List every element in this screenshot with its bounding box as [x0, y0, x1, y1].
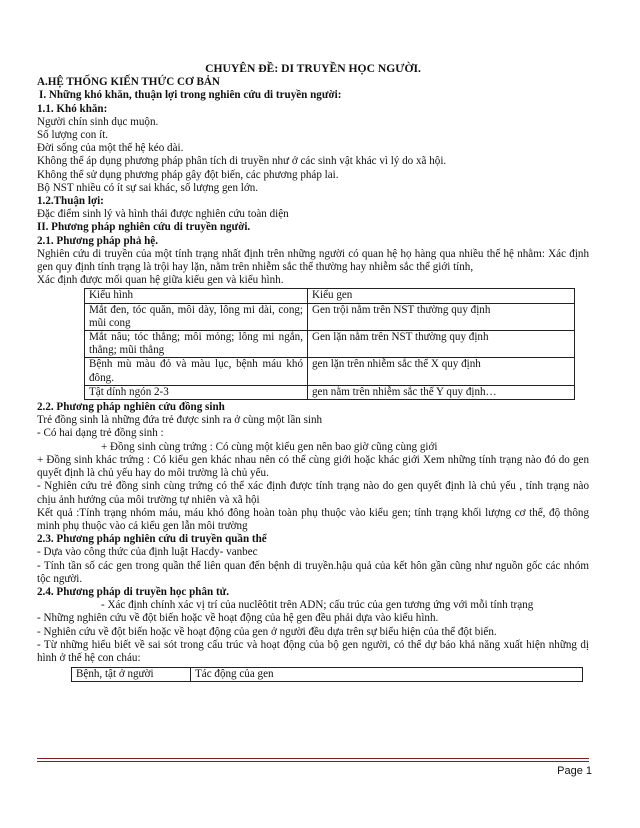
footer-rule [37, 758, 589, 759]
s23-line: - Dựa vào công thức của định luật Hacdy- vanbec [37, 546, 258, 559]
table-header-row [85, 289, 575, 303]
table-cell: Mắt nâu; tóc thẳng; môi mỏng; lông mi ngắn, thẳng; mũi thẳng [85, 331, 308, 358]
s11-line: Không thể sử dụng phương pháp gây đột biến, các phương pháp lai. [37, 168, 339, 181]
table-header-cell: Tác động của gen [191, 668, 583, 682]
s11-line: Người chín sinh dục muộn. [37, 115, 159, 128]
table-cell: gen nằm trên nhiễm sắc thể Y quy định… [308, 385, 575, 399]
s22-line: Trẻ đồng sinh là những đứa trẻ được sinh ra ở cùng một lần sinh [37, 414, 323, 427]
s23-line: - Tính tần số các gen trong quần thể liên quan đến bệnh di truyền.hậu quả của kết hôn gần cũng như nguồn gốc các nhóm tộc người. [37, 559, 589, 585]
s24-heading: 2.4. Phương pháp di truyền học phân tử. [37, 585, 230, 598]
table-row [85, 331, 575, 358]
table-cell: Bệnh mù màu đỏ và màu lục, bệnh máu khó đông. [85, 358, 308, 385]
s23-heading: 2.3. Phương pháp nghiên cứu di truyền quần thể [37, 533, 267, 546]
document-page [37, 62, 589, 682]
table-row [85, 385, 575, 399]
s11-heading: 1.1. Khó khăn: [37, 102, 108, 115]
s11-line: Đời sống của một thế hệ kéo dài. [37, 142, 184, 155]
table-header-cell: Kiểu hình [85, 289, 308, 303]
s22-heading: 2.2. Phương pháp nghiên cứu đồng sinh [37, 401, 225, 414]
section-a-heading: A.HỆ THỐNG KIẾN THỨC CƠ BẢN [37, 76, 220, 89]
s21-heading: 2.1. Phương pháp phả hệ. [37, 234, 159, 247]
table-cell: gen lặn trên nhiễm sắc thể X quy định [308, 358, 575, 385]
table-header-row [72, 668, 583, 682]
table-cell: Tật dính ngón 2-3 [85, 385, 308, 399]
s22-line: + Đồng sinh khác trứng : Có kiểu gen khác nhau nên có thể cùng giới hoặc khác giới Xem những tính trạng nào đó do gen quyết định là chủ yếu hay do môi trường là chủ yếu. [37, 453, 589, 480]
s12-line: Đặc điểm sinh lý và hình thái được nghiên cứu toàn diện [37, 208, 289, 221]
s22-line: Kết quả :Tính trạng nhóm máu, máu khó đông hoàn toàn phụ thuộc vào kiểu gen; tính trạng khối lượng cơ thể, độ thông minh phụ thuộc vào cả kiểu gen lẫn môi trường [37, 506, 589, 532]
table-cell: Mắt đen, tóc quăn, môi dày, lông mi dài, cong; mũi cong [85, 303, 308, 330]
s24-line: - Xác định chính xác vị trí của nuclêôtit trên ADN; cấu trúc của gen tương ứng với mỗi tính trạng [101, 599, 534, 612]
s21-paragraph: Xác định được mối quan hệ giữa kiểu gen và kiểu hình. [37, 274, 284, 287]
table-cell: Gen lặn nằm trên NST thường quy định [308, 331, 575, 358]
footer-rule-thin [37, 761, 589, 762]
s24-line: - Nghiên cứu về đột biến hoặc về hoạt động của gen ở người đều dựa trên sự biểu hiện của thể đột biến. [37, 625, 497, 638]
phenotype-genotype-table [84, 288, 575, 400]
s11-line: Số lượng con ít. [37, 129, 109, 142]
section-ii-heading: II. Phương pháp nghiên cứu di truyền người. [37, 221, 251, 234]
disease-gene-table [71, 667, 583, 682]
s24-line: - Những nghiên cứu về đột biến hoặc về hoạt động của hệ gen đều phải dựa vào kiểu hình. [37, 612, 439, 625]
s21-paragraph: Nghiên cứu di truyền của một tính trạng nhất định trên những người có quan hệ họ hàng qua nhiều thế hệ nhằm: Xác định gen quy định tính trạng là trội hay lặn, nằm trên nhiễm sắc thể thường hay nhiễm sắc thể giới tính, [37, 247, 589, 274]
s11-line: Bộ NST nhiều có ít sự sai khác, số lượng gen lớn. [37, 181, 259, 194]
table-row [85, 358, 575, 385]
table-header-cell: Kiểu gen [308, 289, 575, 303]
s12-heading: 1.2.Thuận lợi: [37, 195, 104, 208]
table-cell: Gen trội nằm trên NST thường quy định [308, 303, 575, 330]
table-header-cell: Bệnh, tật ở người [72, 668, 191, 682]
s24-line: - Từ những hiểu biết về sai sót trong cấu trúc và hoạt động của bộ gen người, có thể dự báo khả năng xuất hiện những dị hình ở thế hệ con cháu: [37, 638, 589, 664]
s22-line: - Có hai dạng trẻ đồng sinh : [37, 427, 164, 440]
s22-line: + Đồng sinh cùng trứng : Có cùng một kiểu gen nên bao giờ cũng cùng giới [101, 440, 438, 453]
table-row [85, 303, 575, 330]
page-number: Page 1 [557, 765, 592, 777]
s11-line: Không thể áp dụng phương pháp phân tích di truyền như ở các sinh vật khác vì lý do xã hội. [37, 155, 447, 168]
s22-line: - Nghiên cứu trẻ đồng sinh cùng trứng có thể xác định được tính trạng nào do gen quyết định là chủ yếu , tính trạng nào chịu ảnh hưởng của môi trường tự nhiên và xã hội [37, 480, 589, 506]
document-title: CHUYÊN ĐỀ: DI TRUYỀN HỌC NGƯỜI. [205, 62, 421, 75]
section-i-heading: I. Những khó khăn, thuận lợi trong nghiên cứu di truyền người: [39, 89, 342, 102]
